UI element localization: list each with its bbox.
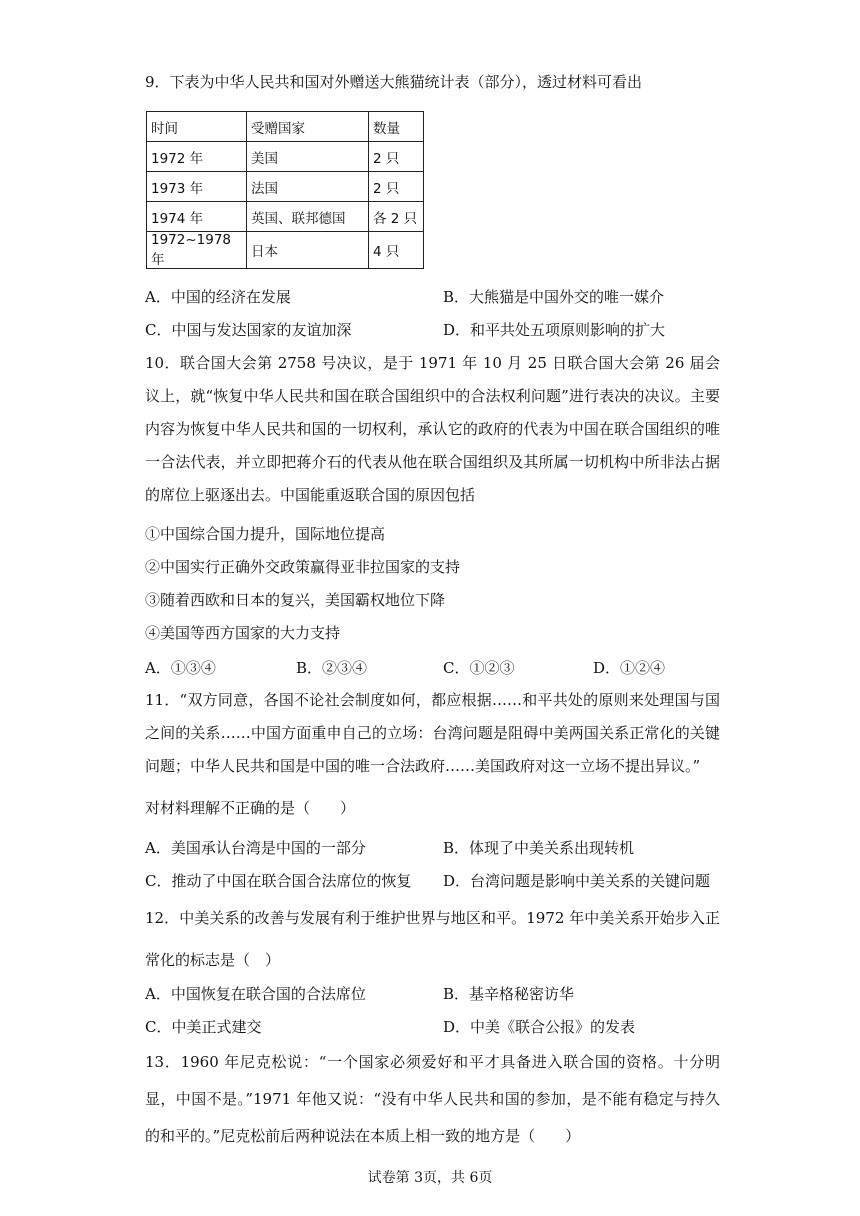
q9-option-d: D．和平共处五项原则影响的扩大 <box>443 321 666 339</box>
table-cell: 4 只 <box>369 232 424 269</box>
q12-option-d: D．中美《联合公报》的发表 <box>443 1018 636 1036</box>
table-cell: 英国、联邦德国 <box>247 202 369 232</box>
q11-option-a: A．美国承认台湾是中国的一部分 <box>145 839 366 857</box>
q11-stem: 11．“双方同意，各国不论社会制度如何，都应根据……和平共处的原则来处理国与国之间的关系……中国方面重申自己的立场：台湾问题是阻碍中美两国关系正常化的关键问题；中华人民共和国是中国的唯一合法政府……美国政府对这一立场不提出异议。” <box>145 691 720 775</box>
table-header-cell: 受赠国家 <box>247 112 369 142</box>
table-cell: 法国 <box>247 172 369 202</box>
q10-stem: 10．联合国大会第 2758 号决议，是于 1971 年 10 月 25 日联合国大会第 26 届会议上，就“恢复中华人民共和国在联合国组织中的合法权利问题”进行表决的决议。主要内容为恢复中华人民共和国的一切权利，承认它的政府的代表为中国在联合国组织的唯一合法代表，并立即把蒋介石的代表从他在联合国组织及其所属一切机构中所非法占据的席位上驱逐出去。中国能重返联合国的原因包括 <box>145 354 720 504</box>
q10-option-c: C．①②③ <box>443 659 515 677</box>
q12-option-c: C．中美正式建交 <box>145 1018 262 1036</box>
table-row <box>147 232 424 269</box>
table-row <box>147 142 424 172</box>
panda-gift-table <box>146 111 424 269</box>
q12-option-b: B．基辛格秘密访华 <box>443 985 575 1003</box>
table-row <box>147 172 424 202</box>
q11-option-c: C．推动了中国在联合国合法席位的恢复 <box>145 872 412 890</box>
table-cell: 2 只 <box>369 172 424 202</box>
q11-option-b: B．体现了中美关系出现转机 <box>443 839 635 857</box>
table-cell: 1972 年 <box>147 142 247 172</box>
q10-option-a: A．①③④ <box>145 659 216 677</box>
q12-option-a: A．中国恢复在联合国的合法席位 <box>145 985 366 1003</box>
q12-stem: 12．中美关系的改善与发展有利于维护世界与地区和平。1972 年中美关系开始步入正常化的标志是（ ） <box>145 909 720 969</box>
table-cell: 2 只 <box>369 142 424 172</box>
q9-option-a: A．中国的经济在发展 <box>145 288 291 306</box>
table-header-row <box>147 112 424 142</box>
table-cell: 1972~1978 年 <box>147 232 247 269</box>
q10-item-1: ①中国综合国力提升，国际地位提高 <box>145 525 386 543</box>
q10-item-4: ④美国等西方国家的大力支持 <box>145 624 341 642</box>
table-header-cell: 数量 <box>369 112 424 142</box>
q13-stem: 13．1960 年尼克松说：“一个国家必须爱好和平才具备进入联合国的资格。十分明显，中国不是。”1971 年他又说：“没有中华人民共和国的参加，是不能有稳定与持久的和平的。”尼克松前后两种说法在本质上相一致的地方是（ ） <box>145 1053 720 1145</box>
q10-option-d: D．①②④ <box>593 659 666 677</box>
table-row <box>147 202 424 232</box>
q9-option-c: C．中国与发达国家的友谊加深 <box>145 321 352 339</box>
table-cell: 各 2 只 <box>369 202 424 232</box>
q10-item-2: ②中国实行正确外交政策赢得亚非拉国家的支持 <box>145 558 461 576</box>
q11-question: 对材料理解不正确的是（ ） <box>145 799 356 817</box>
q9-option-b: B．大熊猫是中国外交的唯一媒介 <box>443 288 665 306</box>
q10-option-b: B．②③④ <box>296 659 368 677</box>
table-header-cell: 时间 <box>147 112 247 142</box>
table-cell: 1973 年 <box>147 172 247 202</box>
q11-option-d: D．台湾问题是影响中美关系的关键问题 <box>443 872 711 890</box>
table-cell: 美国 <box>247 142 369 172</box>
page-footer: 试卷第 3页，共 6页 <box>367 1170 493 1186</box>
table-cell: 日本 <box>247 232 369 269</box>
table-cell: 1974 年 <box>147 202 247 232</box>
q9-stem: 9．下表为中华人民共和国对外赠送大熊猫统计表（部分），透过材料可看出 <box>145 73 643 91</box>
q10-item-3: ③随着西欧和日本的复兴，美国霸权地位下降 <box>145 591 446 609</box>
